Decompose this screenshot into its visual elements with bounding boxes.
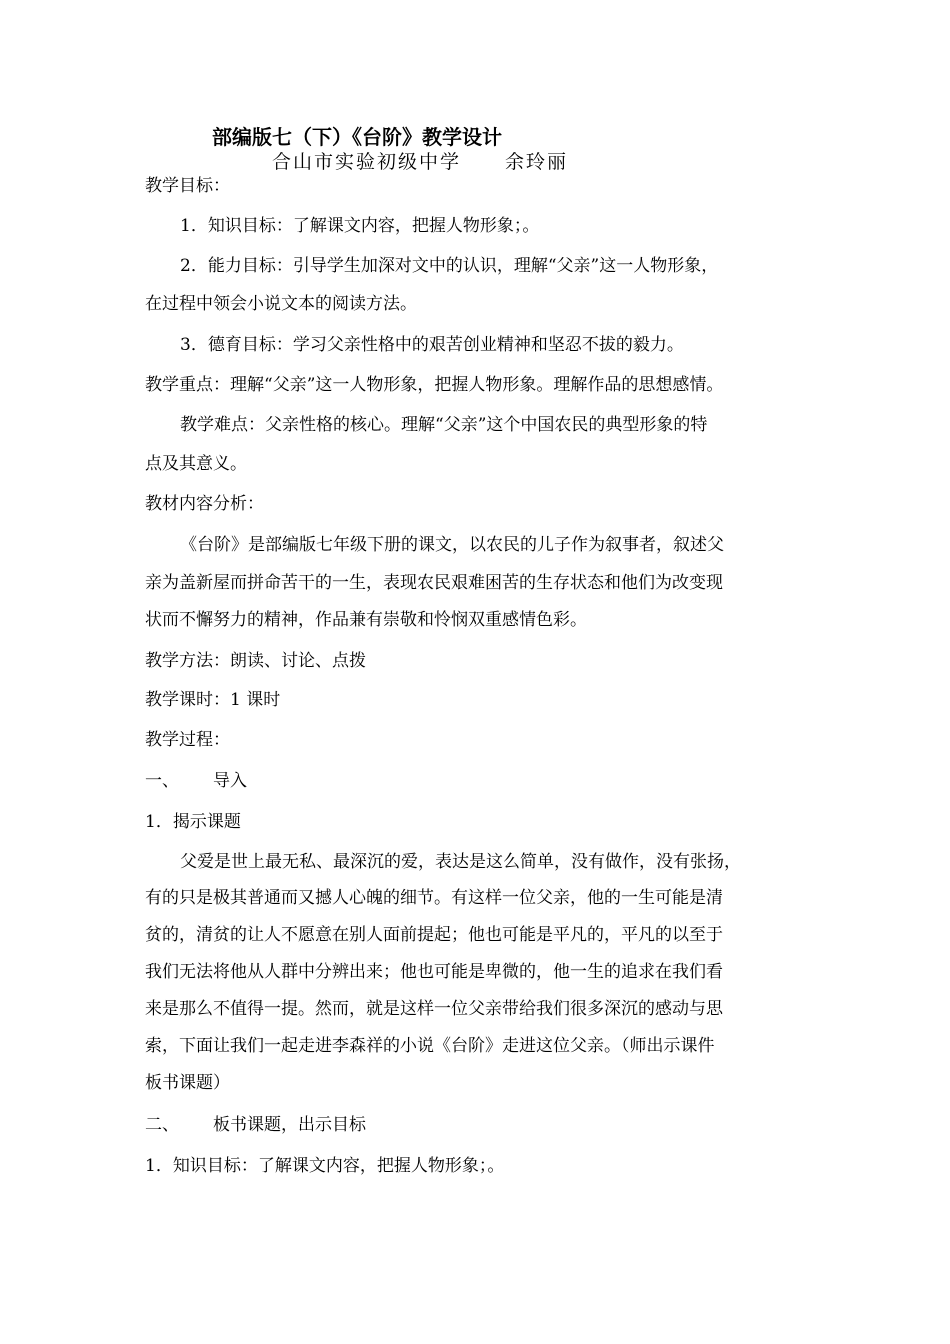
- teaching-hours: 教学课时：1 课时: [145, 690, 281, 710]
- section-2-number: 二、: [145, 1115, 179, 1135]
- section-2-heading: [145, 1115, 815, 1135]
- teaching-method: 教学方法：朗读、讨论、点拨: [145, 651, 366, 671]
- paragraph-line: 来是那么不值得一提。然而，就是这样一位父亲带给我们很多深沉的感动与思: [145, 999, 723, 1019]
- process-heading: 教学过程：: [145, 730, 230, 750]
- paragraph-line: 我们无法将他从人群中分辨出来；他也可能是卑微的，他一生的追求在我们看: [145, 962, 723, 982]
- section-1-label: 导入: [213, 771, 247, 791]
- paragraph-line: 有的只是极其普通而又撼人心魄的细节。有这样一位父亲，他的一生可能是清: [145, 888, 723, 908]
- difficulties-line2: 点及其意义。: [145, 454, 247, 474]
- paragraph-line: 父爱是世上最无私、最深沉的爱，表达是这么简单，没有做作，没有张扬，: [180, 852, 741, 872]
- analysis-line: 状而不懈努力的精神，作品兼有崇敬和怜悯双重感情色彩。: [145, 610, 587, 630]
- objective-knowledge: 1．知识目标：了解课文内容，把握人物形象；。: [180, 216, 540, 236]
- step-knowledge-objective: 1．知识目标：了解课文内容，把握人物形象；。: [145, 1156, 505, 1176]
- step-reveal-topic: 1．揭示课题: [145, 812, 241, 832]
- objectives-heading: 教学目标：: [145, 176, 230, 196]
- analysis-heading: 教材内容分析：: [145, 494, 264, 514]
- paragraph-line: 板书课题）: [145, 1073, 230, 1093]
- paragraph-line: 贫的，清贫的让人不愿意在别人面前提起；他也可能是平凡的，平凡的以至于: [145, 925, 723, 945]
- section-2-label: 板书课题，出示目标: [213, 1115, 366, 1135]
- difficulties-line1: 教学难点：父亲性格的核心。理解“父亲”这个中国农民的典型形象的特: [180, 415, 708, 435]
- document-title: 部编版七（下）《台阶》教学设计: [212, 125, 502, 149]
- analysis-line: 《台阶》是部编版七年级下册的课文，以农民的儿子作为叙事者，叙述父: [180, 535, 724, 555]
- paragraph-line: 索，下面让我们一起走进李森祥的小说《台阶》走进这位父亲。（师出示课件: [145, 1036, 715, 1056]
- objective-moral: 3．德育目标：学习父亲性格中的艰苦创业精神和坚忍不拔的毅力。: [180, 335, 684, 355]
- objective-ability: 2．能力目标：引导学生加深对文中的认识，理解“父亲”这一人物形象，: [180, 256, 719, 276]
- objective-ability-continued: 在过程中领会小说文本的阅读方法。: [145, 294, 417, 314]
- document-byline: [272, 150, 568, 174]
- key-points: 教学重点：理解“父亲”这一人物形象，把握人物形象。理解作品的思想感情。: [145, 375, 724, 395]
- school-name: 合山市实验初级中学: [272, 151, 462, 173]
- analysis-line: 亲为盖新屋而拼命苦干的一生，表现农民艰难困苦的生存状态和他们为改变现: [145, 573, 723, 593]
- section-1-number: 一、: [145, 771, 179, 791]
- section-1-heading: [145, 771, 815, 791]
- author-name: 余玲丽: [505, 151, 569, 173]
